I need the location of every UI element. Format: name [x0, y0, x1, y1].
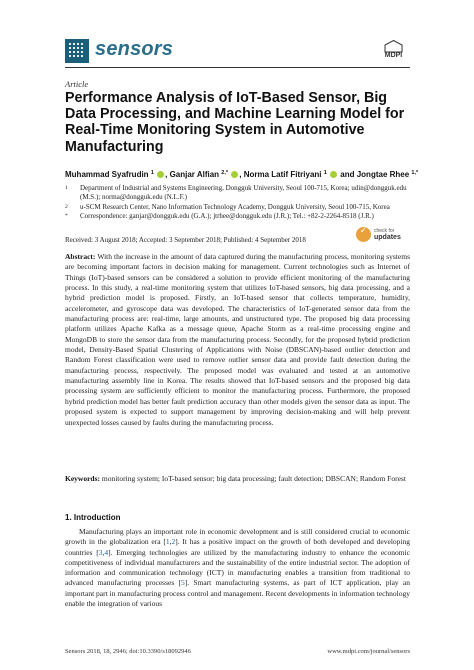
keywords-text: monitoring system; IoT-based sensor; big data processing; fault detection; DBSCAN; Random Forest: [101, 474, 406, 483]
abstract-label: Abstract:: [65, 252, 96, 261]
journal-header: [65, 38, 410, 64]
orcid-icon[interactable]: [157, 171, 164, 178]
author-list: Muhammad Syafrudin $^1$ , Ganjar Alfian $^{2,*}$ , Norma Latif Fitriyani $^1$ and Jongtae Rhee $^{1,*}$: [65, 170, 419, 179]
journal-logo-icon: [65, 39, 89, 63]
affiliation-text: u-SCM Research Center, Nano Information Technology Academy, Dongguk University, Seoul 100-715, Korea: [80, 203, 390, 211]
citation-link[interactable]: 2: [171, 537, 176, 547]
author-affil-sup: 1: [150, 170, 154, 176]
abstract: [65, 252, 410, 428]
section-heading-introduction: 1. Introduction: [65, 513, 121, 522]
affiliation-text: Department of Industrial and Systems Engineering, Dongguk University, Seoul 100-715, Korea; udin@dongguk.edu (M.S.); norma@dongguk.edu (N.L.F.): [80, 184, 407, 201]
author-affil-sup: 1: [323, 170, 327, 176]
header-divider: [65, 67, 410, 68]
intro-text: ,: [102, 547, 105, 557]
intro-text: ]. Smart manufacturing systems, as part of ICT application, play an important part in manufacturing process control and management. Recent developments in information technology enable the integration of various: [65, 578, 410, 609]
footer-citation: Sensors 2018, 18, 2946; doi:10.3390/s18092946: [65, 648, 191, 655]
abstract-text: With the increase in the amount of data captured during the manufacturing process, monitoring systems are becoming important factors in decision making for management. Current technologies such as Internet of Things (IoT)-based sensors can be considered a solution to provide efficient monitoring of the manufacturing process. In this study, a real-time monitoring system that utilizes IoT-based sensors, big data processing, and a hybrid prediction model is proposed. Firstly, an IoT-based sensor that collects temperature, humidity, accelerometer, and gyroscope data was developed. The characteristics of IoT-generated sensor data from the manufacturing process are: real-time, large amounts, and unstructured type. The proposed big data processing platform utilizes Apache Kafka as a message queue, Apache Storm as a real-time processing engine and MongoDB to store the sensor data from the manufacturing process. Secondly, for the proposed hybrid prediction model, Density-Based Spatial Clustering of Applications with Noise (DBSCAN)-based outlier detection and Random Forest classification were used to remove outlier sensor data and provide fault detection during the manufacturing process, respectively. The proposed model was evaluated and tested at an automotive manufacturing assembly line in Korea. The results showed that IoT-based sensors and the proposed big data processing system are sufficiently efficient to monitor the manufacturing process. Furthermore, the proposed hybrid prediction model has better fault prediction accuracy than other models given the sensor data as input. The proposed system is expected to support management by improving decision-making and will help prevent unexpected losses caused by faults during the manufacturing process.: [65, 252, 410, 427]
citation-link[interactable]: 1: [165, 537, 170, 547]
keywords: [65, 474, 410, 484]
citation-link[interactable]: 3: [98, 547, 103, 557]
affiliation-number: *: [65, 213, 68, 219]
publisher-logo: [377, 40, 410, 62]
check-for-updates-badge[interactable]: [356, 225, 410, 245]
author-name: Muhammad Syafrudin: [65, 170, 149, 179]
footer-url[interactable]: www.mdpi.com/journal/sensors: [327, 648, 410, 655]
intro-text: ,: [169, 537, 172, 547]
intro-text: ]. It has a positive impact on the growth of both developed and developing countries [: [65, 537, 411, 557]
citation-link[interactable]: 5: [180, 578, 185, 588]
author-affil-sup: 1,*: [411, 170, 419, 176]
publication-dates: Received: 3 August 2018; Accepted: 3 September 2018; Published: 4 September 2018: [65, 236, 306, 244]
publisher-name: MDPI: [384, 52, 403, 59]
affiliation-number: 2: [65, 204, 68, 210]
author-name: Norma Latif Fitriyani: [243, 170, 322, 179]
author-name: Jongtae Rhee: [356, 170, 410, 179]
citation-link[interactable]: 4: [104, 547, 109, 557]
intro-text: ]. Emerging technologies are utilized by the manufacturing industry to enhance the economic competitiveness of individual manufacturers and the sustainability of the entire industrial sector. The adoption of information and communication technology (ICT) in manufacturing enables a transition from traditional to advanced manufacturing processes [: [65, 547, 410, 588]
author-name: Ganjar Alfian: [169, 170, 220, 179]
journal-name: sensors: [95, 38, 174, 60]
orcid-icon[interactable]: [231, 171, 238, 178]
article-type: Article: [65, 79, 89, 89]
update-badge-line2: updates: [374, 234, 401, 241]
author-affil-sup: 2,*: [221, 170, 229, 176]
keywords-label: Keywords:: [65, 474, 100, 483]
update-badge-line1: check for: [374, 228, 395, 234]
intro-text: Manufacturing plays an important role in economic development and is still considered crucial to economic growth in the globalization era [: [65, 527, 410, 547]
checkmark-icon: ✓: [359, 226, 368, 236]
orcid-icon[interactable]: [330, 171, 337, 178]
paper-title: Performance Analysis of IoT-Based Sensor, Big Data Processing, and Machine Learning Model for Real-Time Monitoring System in Automotive Manufacturing: [65, 90, 405, 155]
correspondence-text: Correspondence: ganjar@dongguk.edu (G.A.); jtrhee@dongguk.edu (J.R.); Tel.: +82-2-2264-8518 (J.R.): [80, 212, 374, 220]
introduction-paragraph: [65, 527, 410, 609]
affiliation-number: 1: [65, 185, 68, 191]
